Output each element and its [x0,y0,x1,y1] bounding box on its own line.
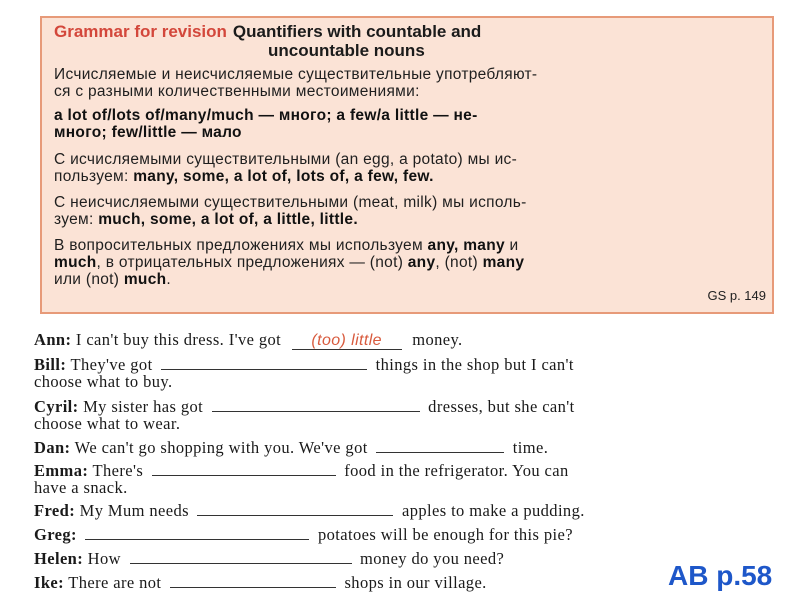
exercise-greg [34,525,786,543]
answer-blank[interactable] [85,525,309,540]
rule2-line-1: С исчисляемыми существительными (an egg, a potato) мы ис- [54,151,518,168]
exercise-text-line2: choose what to wear. [34,414,181,433]
activity-book-reference: AB p.58 [668,560,773,591]
exercise-text-before: There are not [68,573,162,592]
exercise-text-after: money. [412,330,463,349]
exercise-ann [34,331,786,350]
speaker-label: Cyril: [34,397,79,416]
exercise-fred [34,501,786,519]
exercise-text-after: dresses, but she can't [428,397,575,416]
rule4-bold-4: many [482,254,525,271]
exercise-text-after: potatoes will be enough for this pie? [318,525,573,544]
answer-blank[interactable] [376,438,504,453]
rule4-bold-2: much [54,254,97,271]
exercise-bill [34,355,786,390]
grammar-intro [54,66,766,100]
answer-blank[interactable] [197,501,393,516]
grammar-rule-3 [54,194,766,228]
exercise-text-before: I can't buy this dress. I've got [75,330,282,349]
rule1-line-1: a lot of/lots of/many/much — много; a few/a little — не- [54,107,478,124]
exercise-text-after: things in the shop but I can't [375,355,574,374]
gs-page-reference: GS p. 149 [707,288,766,303]
speaker-label: Fred: [34,501,76,520]
rule4-line-2: , в отрицательных предложениях — (not) [96,254,408,271]
grammar-title [54,22,764,60]
exercise-text-before: We can't go shopping with you. We've got [74,438,368,457]
rule4-end-1: и [504,237,519,254]
exercise-text-after: time. [512,438,549,457]
speaker-label: Ann: [34,330,72,349]
grammar-rule-2 [54,151,766,185]
intro-line-1: Исчисляемые и неисчисляемые существительные употребляют- [54,66,538,83]
grammar-title-red: Grammar for revision [54,22,227,41]
rule2-line-2: пользуем: [54,168,134,185]
exercise-text-after: food in the refrigerator. You can [344,461,569,480]
grammar-title-black-2: uncountable nouns [268,41,425,60]
speaker-label: Ike: [34,573,65,592]
exercise-text-line2: choose what to buy. [34,372,173,391]
exercise-text-after: apples to make a pudding. [402,501,585,520]
answer-blank[interactable] [130,549,352,564]
speaker-label: Dan: [34,438,71,457]
rule4-line-3: или (not) [54,271,124,288]
answer-blank[interactable] [161,355,367,370]
exercise-text-after: shops in our village. [344,573,487,592]
exercise-dan [34,438,786,456]
speaker-label: Helen: [34,549,84,568]
rule4-bold-5: much [123,271,167,288]
exercise-text-before: My sister has got [83,397,204,416]
exercise-text-line2: have a snack. [34,478,128,497]
rule4-line-2b: , (not) [435,254,483,271]
rule1-line-2: много; few/little — мало [54,124,242,141]
grammar-rule-4 [54,237,766,288]
grammar-title-black-1: Quantifiers with countable and [232,22,482,41]
exercise-text-after: money do you need? [360,549,505,568]
rule4-line-1: В вопросительных предложениях мы используем [54,237,428,254]
speaker-label: Bill: [34,355,67,374]
answer-blank-filled: (too) little [292,332,402,350]
rule3-line-1: С неисчисляемыми существительными (meat, milk) мы исполь- [54,194,527,211]
exercise-text-before: My Mum needs [79,501,189,520]
answer-blank[interactable] [212,397,420,412]
exercise-text-before: There's [92,461,144,480]
rule2-bold: many, some, a lot of, lots of, a few, few. [133,168,434,185]
exercise-text-before: They've got [70,355,153,374]
answer-blank[interactable] [170,573,336,588]
rule4-end-3: . [166,271,171,288]
rule3-line-2: зуем: [54,211,99,228]
rule4-bold-1: any, many [427,237,505,254]
rule3-bold: much, some, a lot of, a little, little. [98,211,358,228]
grammar-rule-1 [54,107,766,141]
answer-blank[interactable] [152,461,336,476]
rule4-bold-3: any [407,254,436,271]
speaker-label: Greg: [34,525,77,544]
exercise-text-before: How [87,549,121,568]
exercise-cyril [34,397,786,432]
exercise-emma [34,461,786,496]
intro-line-2: ся с разными количественными местоимениями: [54,83,420,100]
speaker-label: Emma: [34,461,89,480]
